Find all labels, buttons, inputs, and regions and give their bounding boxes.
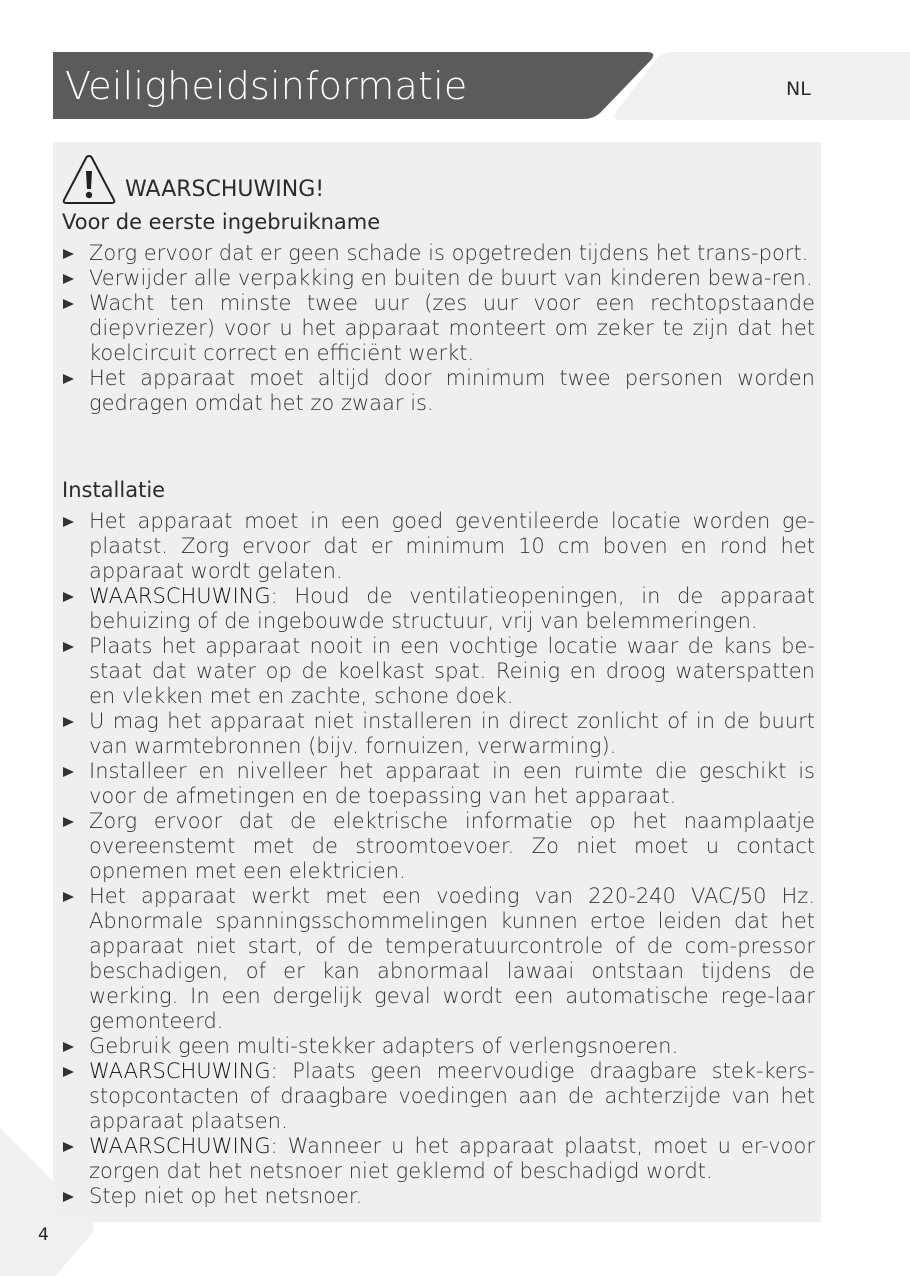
- bullet-icon: [63, 642, 74, 652]
- list-item: Installeer en nivelleer het apparaat in een ruimte die geschikt is voor de afmetingen en de toepassing van het apparaat.: [61, 759, 815, 809]
- bullet-icon: [63, 1042, 74, 1052]
- list-item: WAARSCHUWING: Houd de ventilatieopeningen, in de apparaat behuizing of de ingebouwde structuur, vrij van belemmeringen.: [61, 584, 815, 634]
- list-item: Wacht ten minste twee uur (zes uur voor een rechtopstaande diepvriezer) voor u het apparaat monteert om zeker te zijn dat het koelcircuit correct en efficiënt werkt.: [61, 291, 815, 366]
- bullet-icon: [63, 274, 74, 284]
- page-title: Veiligheidsinformatie: [65, 64, 468, 108]
- warning-keyword: WAARSCHUWING: [89, 584, 271, 608]
- list-item: Zorg ervoor dat de elektrische informatie op het naamplaatje overeenstemt met de stroomtoevoer. Zo niet moet u contact opnemen met een elektricien.: [61, 809, 815, 884]
- bullet-icon: [63, 517, 74, 527]
- bullet-icon: [63, 1067, 74, 1077]
- warning-triangle-icon: [61, 152, 117, 206]
- language-code: NL: [786, 78, 811, 100]
- bullet-icon: [63, 374, 74, 384]
- bullet-icon: [63, 299, 74, 309]
- bullet-icon: [63, 817, 74, 827]
- list-item: Het apparaat werkt met een voeding van 220-240 VAC/50 Hz. Abnormale spanningsschommelingen kunnen ertoe leiden dat het apparaat niet start, of de temperatuurcontrole of de com-pressor beschadigen, of er kan abnormaal lawaai ontstaan tijdens de werking. In een dergelijk geval wordt een automatische rege-laar gemonteerd.: [61, 884, 815, 1034]
- list-item: Plaats het apparaat nooit in een vochtige locatie waar de kans be-staat dat water op de koelkast spat. Reinig en droog waterspatten en vlekken met en zachte, schone doek.: [61, 634, 815, 709]
- page-number: 4: [38, 1225, 49, 1245]
- list-item: Het apparaat moet altijd door minimum twee personen worden gedragen omdat het zo zwaar is.: [61, 366, 815, 416]
- bullet-icon: [63, 1142, 74, 1152]
- list-item: Step niet op het netsnoer.: [61, 1184, 815, 1209]
- safety-panel: [53, 142, 821, 1222]
- list-item: WAARSCHUWING: Plaats geen meervoudige draagbare stek-kers-stopcontacten of draagbare voedingen aan de achterzijde van het apparaat plaatsen.: [61, 1059, 815, 1134]
- section-heading-installation: Installatie: [62, 478, 166, 502]
- section-heading-first-use: Voor de eerste ingebruikname: [62, 210, 381, 234]
- list-item: Zorg ervoor dat er geen schade is opgetreden tijdens het trans-port.: [61, 241, 815, 266]
- bullet-icon: [63, 1192, 74, 1202]
- list-first-use: [61, 241, 815, 416]
- bullet-icon: [63, 767, 74, 777]
- warning-keyword: WAARSCHUWING: [89, 1134, 271, 1158]
- warning-keyword: WAARSCHUWING: [89, 1059, 271, 1083]
- list-item: WAARSCHUWING: Wanneer u het apparaat plaatst, moet u er-voor zorgen dat het netsnoer niet geklemd of beschadigd wordt.: [61, 1134, 815, 1184]
- warning-title: WAARSCHUWING!: [125, 177, 325, 202]
- corner-decoration-top: [612, 52, 910, 120]
- list-item: Het apparaat moet in een goed geventileerde locatie worden ge-plaatst. Zorg ervoor dat er minimum 10 cm boven en rond het apparaat wordt gelaten.: [61, 509, 815, 584]
- bullet-icon: [63, 717, 74, 727]
- list-installation: [61, 509, 815, 1209]
- list-item: Verwijder alle verpakking en buiten de buurt van kinderen bewa-ren.: [61, 266, 815, 291]
- bullet-icon: [63, 892, 74, 902]
- bullet-icon: [63, 592, 74, 602]
- bullet-icon: [63, 249, 74, 259]
- page-header: [53, 52, 655, 119]
- list-item: Gebruik geen multi-stekker adapters of verlengsnoeren.: [61, 1034, 815, 1059]
- list-item: U mag het apparaat niet installeren in direct zonlicht of in de buurt van warmtebronnen (bijv. fornuizen, verwarming).: [61, 709, 815, 759]
